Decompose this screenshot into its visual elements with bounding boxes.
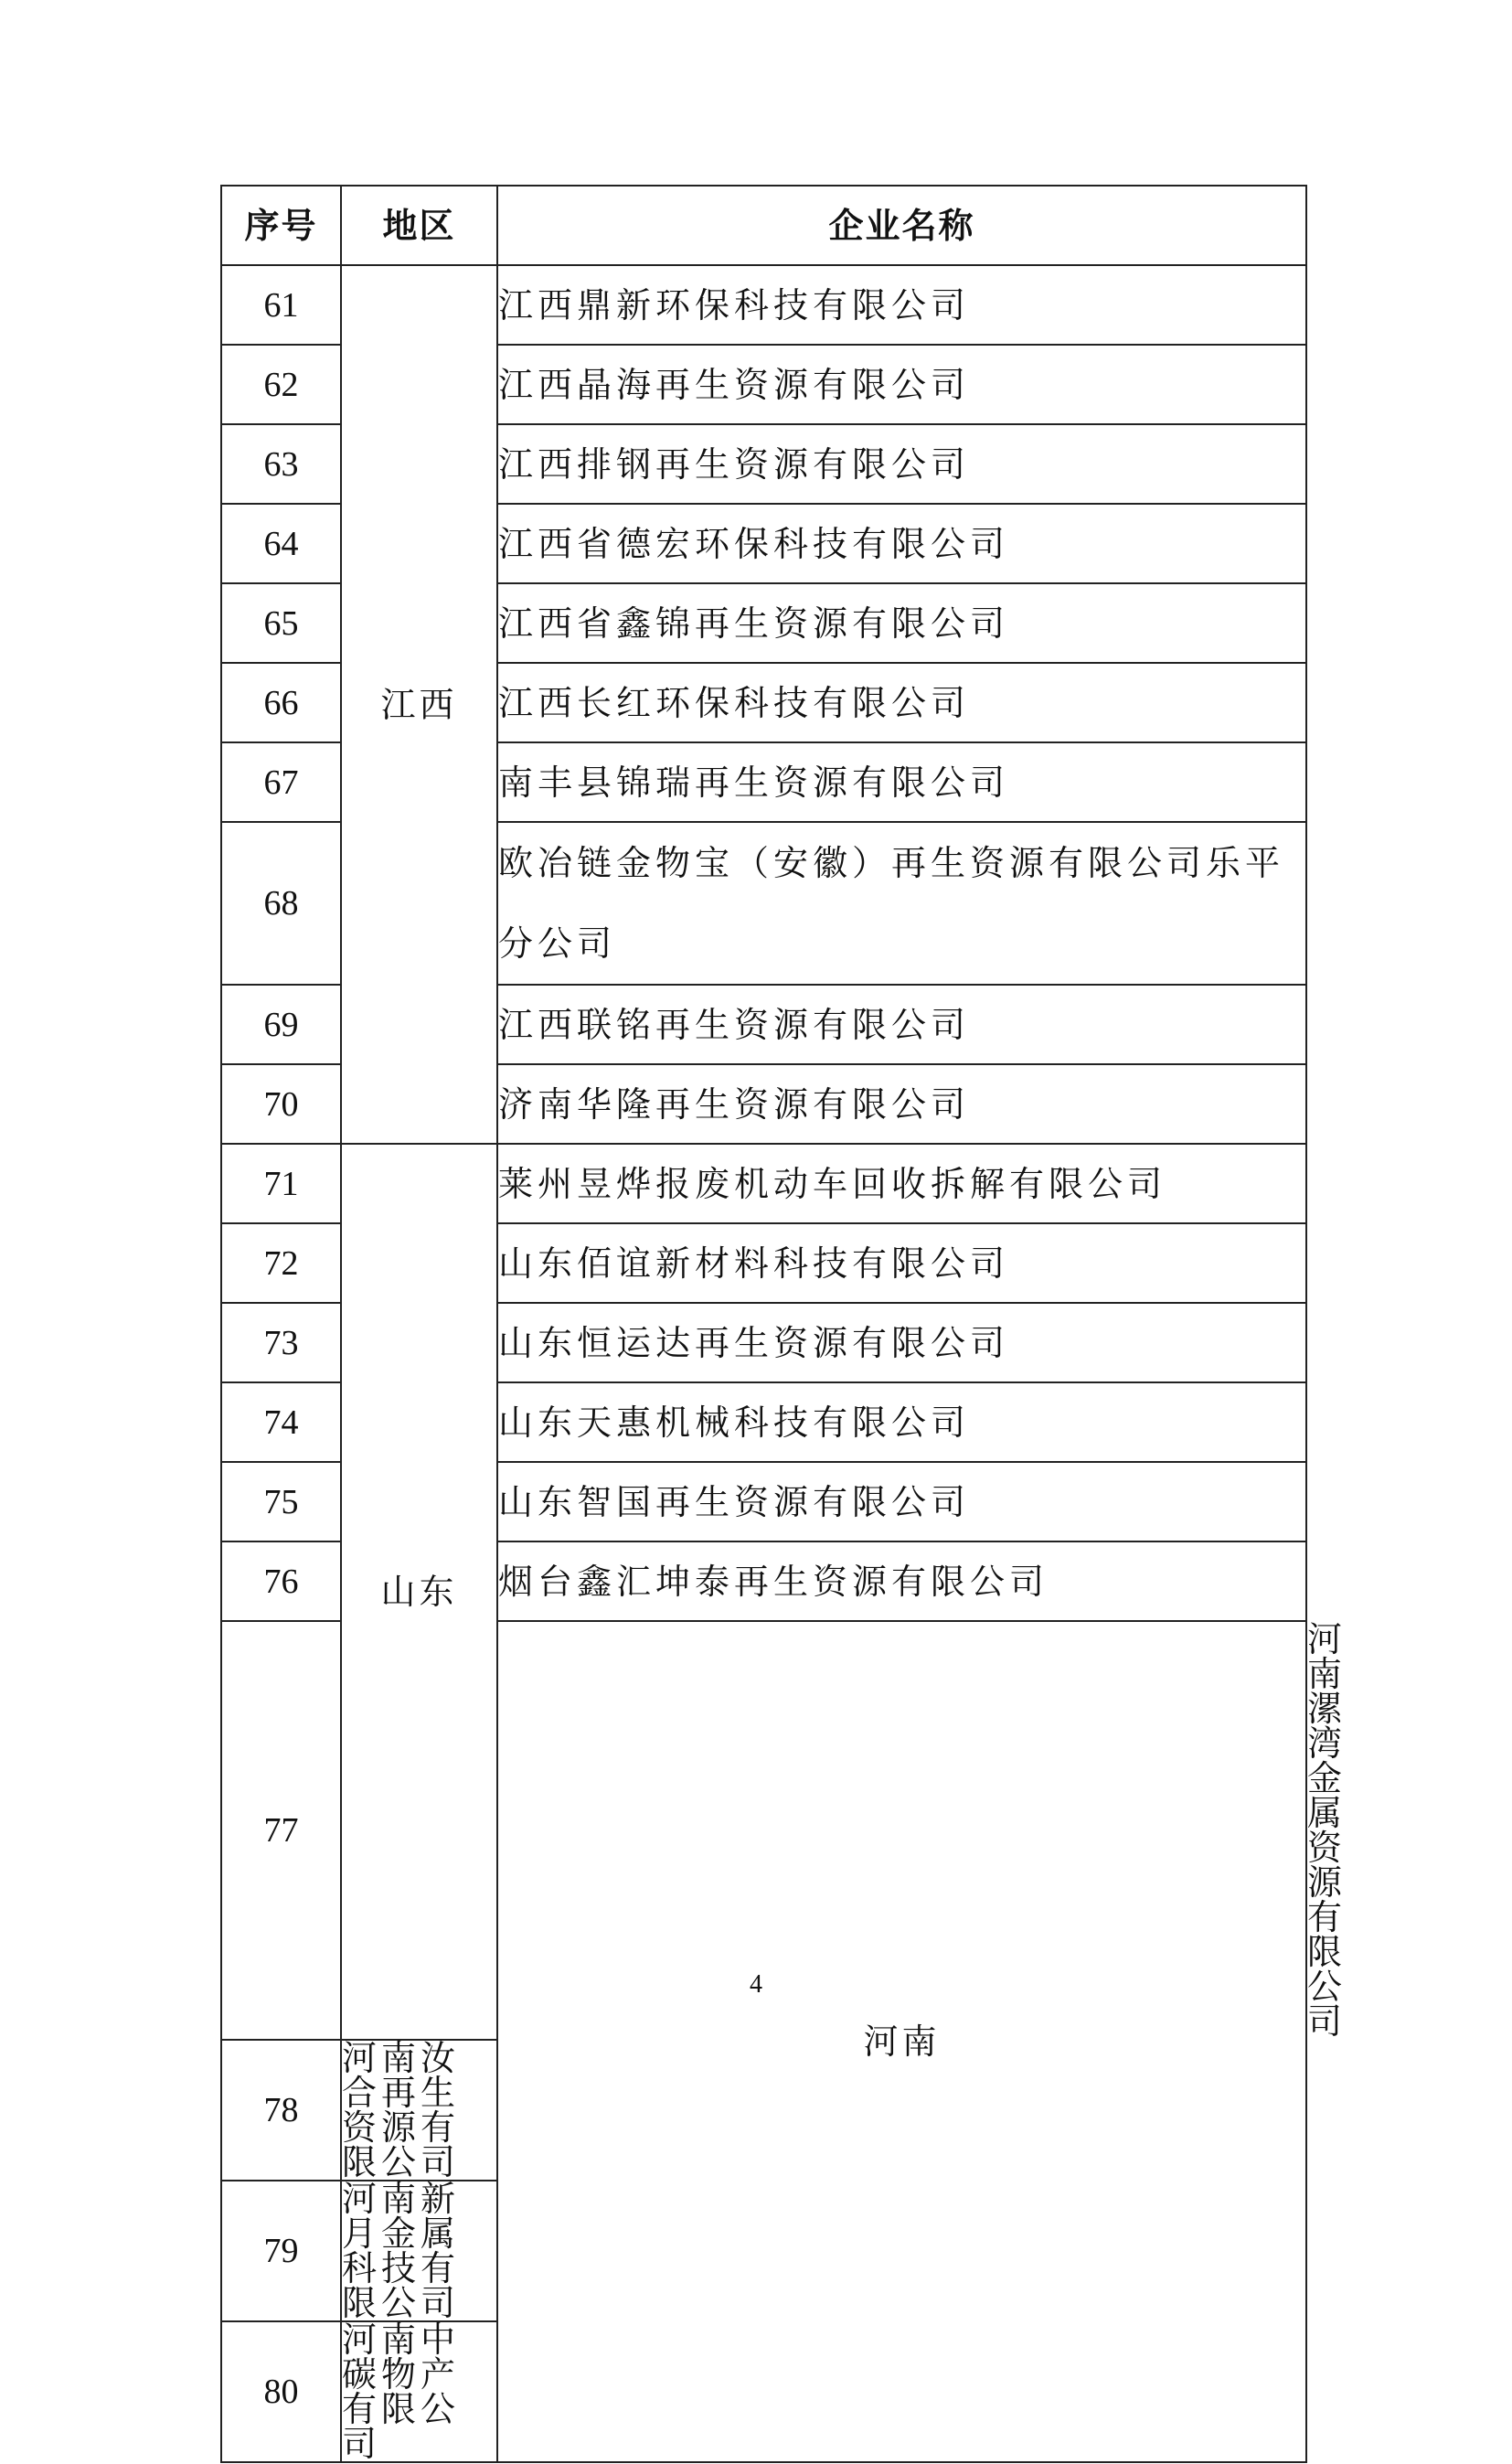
company-name: 欧冶链金物宝（安徽）再生资源有限公司乐平分公司 — [497, 822, 1306, 985]
company-name: 河南中碳物产有限公司 — [341, 2321, 497, 2462]
table-row — [221, 265, 1306, 345]
company-name: 江西长红环保科技有限公司 — [497, 663, 1306, 742]
company-name: 江西鼎新环保科技有限公司 — [497, 265, 1306, 345]
row-number: 80 — [221, 2321, 341, 2462]
row-number: 62 — [221, 345, 341, 424]
row-number: 78 — [221, 2040, 341, 2181]
row-number: 64 — [221, 504, 341, 583]
row-number: 69 — [221, 985, 341, 1064]
company-name: 山东佰谊新材料科技有限公司 — [497, 1223, 1306, 1303]
table-row — [221, 1144, 1306, 1223]
company-name: 莱州昱烨报废机动车回收拆解有限公司 — [497, 1144, 1306, 1223]
company-name: 江西省德宏环保科技有限公司 — [497, 504, 1306, 583]
row-number: 63 — [221, 424, 341, 504]
page-number: 4 — [750, 1970, 762, 1999]
table-header-row — [221, 186, 1306, 265]
header-region: 地区 — [341, 186, 497, 265]
row-number: 79 — [221, 2181, 341, 2321]
region-cell-jiangxi: 江西 — [341, 265, 497, 1144]
row-number: 68 — [221, 822, 341, 985]
row-number: 74 — [221, 1382, 341, 1462]
company-name: 江西省鑫锦再生资源有限公司 — [497, 583, 1306, 663]
row-number: 71 — [221, 1144, 341, 1223]
row-number: 61 — [221, 265, 341, 345]
header-company-name: 企业名称 — [497, 186, 1306, 265]
region-cell-henan: 河南 — [497, 1621, 1306, 2462]
header-number: 序号 — [221, 186, 341, 265]
row-number: 67 — [221, 742, 341, 822]
row-number: 65 — [221, 583, 341, 663]
company-name: 山东智国再生资源有限公司 — [497, 1462, 1306, 1541]
company-name: 济南华隆再生资源有限公司 — [497, 1064, 1306, 1144]
company-name: 河南新月金属科技有限公司 — [341, 2181, 497, 2321]
region-cell-shandong: 山东 — [341, 1144, 497, 2040]
row-number: 72 — [221, 1223, 341, 1303]
row-number: 75 — [221, 1462, 341, 1541]
company-name: 江西联铭再生资源有限公司 — [497, 985, 1306, 1064]
company-list-table — [220, 185, 1347, 2464]
company-name: 山东天惠机械科技有限公司 — [497, 1382, 1306, 1462]
company-name: 山东恒运达再生资源有限公司 — [497, 1303, 1306, 1382]
row-number: 66 — [221, 663, 341, 742]
row-number: 70 — [221, 1064, 341, 1144]
row-number: 77 — [221, 1621, 341, 2040]
row-number: 73 — [221, 1303, 341, 1382]
company-name: 江西晶海再生资源有限公司 — [497, 345, 1306, 424]
row-number: 76 — [221, 1541, 341, 1621]
company-name: 江西排钢再生资源有限公司 — [497, 424, 1306, 504]
company-name: 河南汝合再生资源有限公司 — [341, 2040, 497, 2181]
company-name: 南丰县锦瑞再生资源有限公司 — [497, 742, 1306, 822]
table-row: 77 河南 河南漯湾金属资源有限公司 — [221, 1621, 1306, 2040]
company-name: 烟台鑫汇坤泰再生资源有限公司 — [497, 1541, 1306, 1621]
